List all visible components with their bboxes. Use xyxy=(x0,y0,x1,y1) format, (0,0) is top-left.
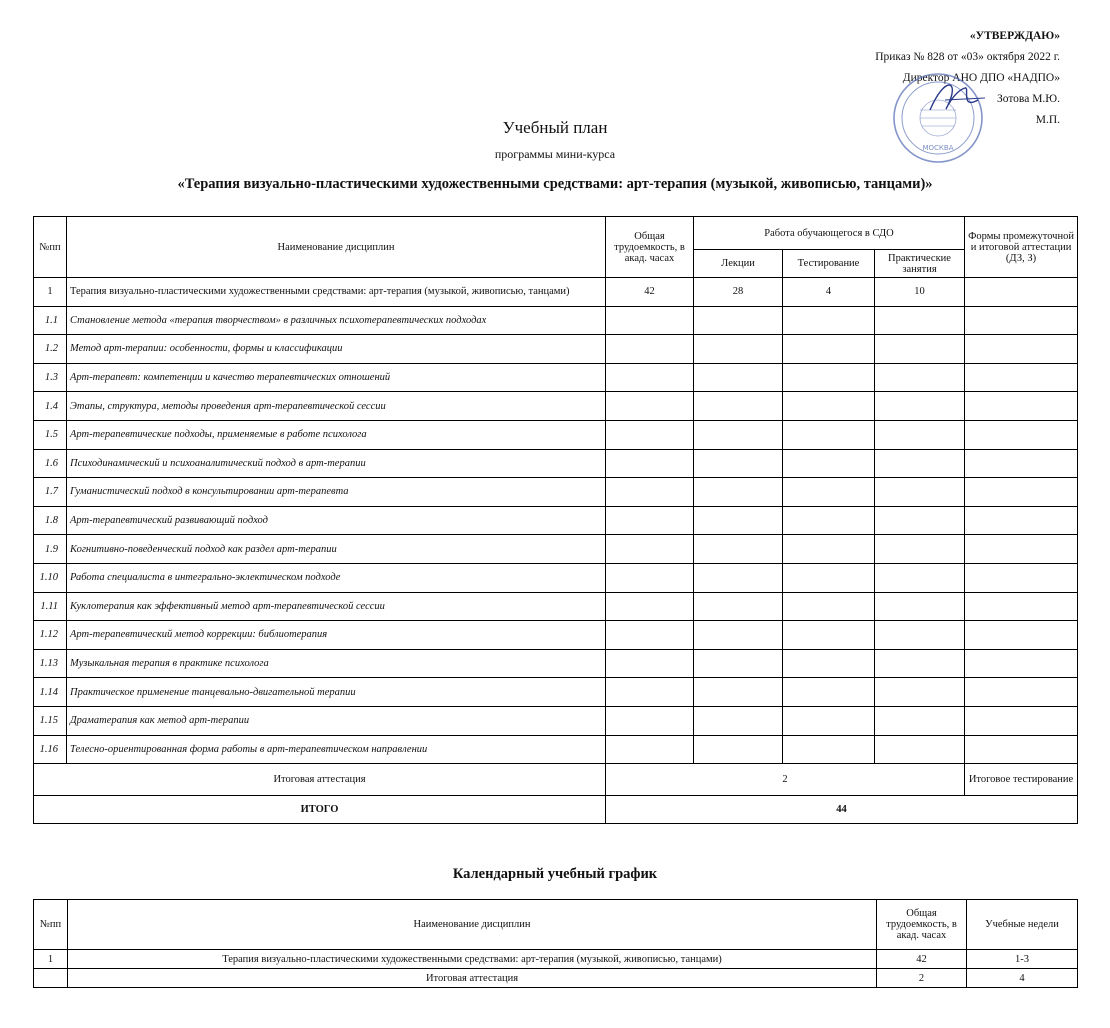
row-num: 1.13 xyxy=(34,649,67,678)
row-num: 1.2 xyxy=(34,335,67,364)
empty-cell xyxy=(965,335,1078,364)
row-num: 1.1 xyxy=(34,306,67,335)
empty-cell xyxy=(965,592,1078,621)
empty-cell xyxy=(965,449,1078,478)
empty-cell xyxy=(965,363,1078,392)
cal-header-num: №пп xyxy=(34,900,68,950)
empty-cell xyxy=(783,706,875,735)
empty-cell xyxy=(783,506,875,535)
row-total: 42 xyxy=(606,278,694,307)
table-row xyxy=(34,706,1078,735)
row-name: Становление метода «терапия творчеством» в различных психотерапевтических подходах xyxy=(67,306,606,335)
approval-name: Зотова М.Ю. xyxy=(996,93,1060,105)
header-lectures: Лекции xyxy=(694,250,783,278)
cal-row-hours: 2 xyxy=(877,969,967,988)
empty-cell xyxy=(606,621,694,650)
cal-row-name: Терапия визуально-пластическими художественными средствами: арт-терапия (музыкой, живописью, танцами) xyxy=(68,950,877,969)
row-num: 1.7 xyxy=(34,478,67,507)
empty-cell xyxy=(606,363,694,392)
empty-cell xyxy=(875,621,965,650)
total-hours: 44 xyxy=(606,796,1078,824)
row-name: Арт-терапевтический развивающий подход xyxy=(67,506,606,535)
row-num: 1.12 xyxy=(34,621,67,650)
empty-cell xyxy=(694,449,783,478)
row-num: 1.8 xyxy=(34,506,67,535)
final-hours: 2 xyxy=(606,764,965,796)
empty-cell xyxy=(875,535,965,564)
empty-cell xyxy=(694,563,783,592)
table-row xyxy=(34,950,1078,969)
row-num: 1.6 xyxy=(34,449,67,478)
calendar-title: Календарный учебный график xyxy=(452,866,658,882)
empty-cell xyxy=(606,478,694,507)
row-forms xyxy=(965,278,1078,307)
empty-cell xyxy=(783,392,875,421)
table-row xyxy=(34,278,1078,307)
empty-cell xyxy=(875,478,965,507)
table-row xyxy=(34,563,1078,592)
empty-cell xyxy=(875,649,965,678)
row-name: Терапия визуально-пластическими художественными средствами: арт-терапия (музыкой, живописью, танцами) xyxy=(67,278,606,307)
empty-cell xyxy=(965,420,1078,449)
empty-cell xyxy=(875,563,965,592)
table-row xyxy=(34,335,1078,364)
empty-cell xyxy=(694,649,783,678)
empty-cell xyxy=(965,649,1078,678)
empty-cell xyxy=(965,478,1078,507)
row-num: 1.10 xyxy=(34,563,67,592)
empty-cell xyxy=(783,563,875,592)
empty-cell xyxy=(875,592,965,621)
final-label: Итоговая аттестация xyxy=(34,764,606,796)
table-row xyxy=(34,506,1078,535)
table-row xyxy=(34,449,1078,478)
row-name: Когнитивно-поведенческий подход как раздел арт-терапии xyxy=(67,535,606,564)
cal-row-weeks: 1-3 xyxy=(967,950,1078,969)
row-num: 1.14 xyxy=(34,678,67,707)
empty-cell xyxy=(606,420,694,449)
empty-cell xyxy=(875,420,965,449)
total-row xyxy=(34,796,1078,824)
row-num: 1.5 xyxy=(34,420,67,449)
row-name: Арт-терапевт: компетенции и качество терапевтических отношений xyxy=(67,363,606,392)
table-row xyxy=(34,535,1078,564)
empty-cell xyxy=(606,535,694,564)
empty-cell xyxy=(783,449,875,478)
empty-cell xyxy=(783,678,875,707)
empty-cell xyxy=(606,392,694,421)
empty-cell xyxy=(965,678,1078,707)
svg-text:МОСКВА: МОСКВА xyxy=(922,144,954,152)
empty-cell xyxy=(875,363,965,392)
table-row xyxy=(34,621,1078,650)
row-name: Телесно-ориентированная форма работы в арт-терапевтическом направлении xyxy=(67,735,606,764)
empty-cell xyxy=(694,678,783,707)
empty-cell xyxy=(965,392,1078,421)
empty-cell xyxy=(694,506,783,535)
calendar-table xyxy=(33,899,1078,988)
final-form: Итоговое тестирование xyxy=(965,764,1078,796)
row-name: Практическое применение танцевально-двигательной терапии xyxy=(67,678,606,707)
row-num: 1.9 xyxy=(34,535,67,564)
table-row xyxy=(34,363,1078,392)
empty-cell xyxy=(694,363,783,392)
page-title: Учебный план xyxy=(502,118,608,137)
empty-cell xyxy=(694,706,783,735)
row-num: 1.16 xyxy=(34,735,67,764)
table-row xyxy=(34,735,1078,764)
header-testing: Тестирование xyxy=(783,250,875,278)
table-row xyxy=(34,969,1078,988)
cal-header-total: Общая трудоемкость, в акад. часах xyxy=(877,900,967,950)
table-row xyxy=(34,306,1078,335)
empty-cell xyxy=(606,506,694,535)
table-row xyxy=(34,478,1078,507)
empty-cell xyxy=(875,706,965,735)
row-name: Куклотерапия как эффективный метод арт-терапевтической сессии xyxy=(67,592,606,621)
empty-cell xyxy=(965,706,1078,735)
empty-cell xyxy=(965,306,1078,335)
approval-mp: М.П. xyxy=(1035,114,1060,126)
header-work: Работа обучающегося в СДО xyxy=(694,217,965,250)
empty-cell xyxy=(783,535,875,564)
empty-cell xyxy=(783,621,875,650)
header-practice: Практические занятия xyxy=(875,250,965,278)
empty-cell xyxy=(965,535,1078,564)
empty-cell xyxy=(606,306,694,335)
empty-cell xyxy=(606,563,694,592)
empty-cell xyxy=(875,306,965,335)
row-testing: 4 xyxy=(783,278,875,307)
sub-rows xyxy=(34,306,1078,764)
row-num: 1.15 xyxy=(34,706,67,735)
row-name: Работа специалиста в интегрально-эклектическом подходе xyxy=(67,563,606,592)
empty-cell xyxy=(694,621,783,650)
empty-cell xyxy=(694,335,783,364)
empty-cell xyxy=(606,335,694,364)
row-num: 1.4 xyxy=(34,392,67,421)
row-num: 1 xyxy=(34,278,67,307)
empty-cell xyxy=(694,420,783,449)
calendar-header-row xyxy=(34,900,1078,950)
empty-cell xyxy=(965,735,1078,764)
row-name: Музыкальная терапия в практике психолога xyxy=(67,649,606,678)
table-row xyxy=(34,392,1078,421)
empty-cell xyxy=(783,420,875,449)
cal-row-weeks: 4 xyxy=(967,969,1078,988)
cal-row-num: 1 xyxy=(34,950,68,969)
row-name: Гуманистический подход в консультировании арт-терапевта xyxy=(67,478,606,507)
header-num: №пп xyxy=(34,217,67,278)
empty-cell xyxy=(875,678,965,707)
row-lectures: 28 xyxy=(694,278,783,307)
empty-cell xyxy=(965,506,1078,535)
header-forms: Формы промежуточной и итоговой аттестации (ДЗ, З) xyxy=(965,217,1078,278)
empty-cell xyxy=(694,735,783,764)
table-header-row xyxy=(34,217,1078,250)
row-practice: 10 xyxy=(875,278,965,307)
cal-header-name: Наименование дисциплин xyxy=(68,900,877,950)
empty-cell xyxy=(694,535,783,564)
empty-cell xyxy=(783,478,875,507)
empty-cell xyxy=(783,335,875,364)
row-num: 1.3 xyxy=(34,363,67,392)
empty-cell xyxy=(694,306,783,335)
empty-cell xyxy=(606,678,694,707)
cal-row-hours: 42 xyxy=(877,950,967,969)
empty-cell xyxy=(606,449,694,478)
empty-cell xyxy=(694,592,783,621)
page-subtitle: программы мини-курса xyxy=(494,147,616,161)
empty-cell xyxy=(875,335,965,364)
empty-cell xyxy=(875,506,965,535)
empty-cell xyxy=(875,449,965,478)
empty-cell xyxy=(606,592,694,621)
total-label: ИТОГО xyxy=(34,796,606,824)
row-name: Арт-терапевтический метод коррекции: библиотерапия xyxy=(67,621,606,650)
empty-cell xyxy=(694,392,783,421)
cal-row-num xyxy=(34,969,68,988)
final-attestation-row xyxy=(34,764,1078,796)
empty-cell xyxy=(875,392,965,421)
approval-heading: «УТВЕРЖДАЮ» xyxy=(969,30,1060,42)
header-name: Наименование дисциплин xyxy=(67,217,606,278)
empty-cell xyxy=(783,306,875,335)
empty-cell xyxy=(783,592,875,621)
table-row xyxy=(34,649,1078,678)
row-name: Психодинамический и психоаналитический подход в арт-терапии xyxy=(67,449,606,478)
empty-cell xyxy=(606,649,694,678)
empty-cell xyxy=(694,478,783,507)
header-total: Общая трудоемкость, в акад. часах xyxy=(606,217,694,278)
empty-cell xyxy=(965,621,1078,650)
row-name: Драматерапия как метод арт-терапии xyxy=(67,706,606,735)
empty-cell xyxy=(783,363,875,392)
row-num: 1.11 xyxy=(34,592,67,621)
empty-cell xyxy=(875,735,965,764)
empty-cell xyxy=(783,735,875,764)
empty-cell xyxy=(606,735,694,764)
empty-cell xyxy=(783,649,875,678)
table-row xyxy=(34,592,1078,621)
table-row xyxy=(34,678,1078,707)
row-name: Этапы, структура, методы проведения арт-терапевтической сессии xyxy=(67,392,606,421)
table-row xyxy=(34,420,1078,449)
empty-cell xyxy=(606,706,694,735)
course-title: «Терапия визуально-пластическими художественными средствами: арт-терапия (музыкой, живописью, танцами)» xyxy=(177,176,933,192)
row-name: Арт-терапевтические подходы, применяемые в работе психолога xyxy=(67,420,606,449)
curriculum-table xyxy=(33,216,1078,824)
cal-row-name: Итоговая аттестация xyxy=(68,969,877,988)
approval-director: Директор АНО ДПО «НАДПО» xyxy=(902,72,1060,84)
empty-cell xyxy=(965,563,1078,592)
approval-order: Приказ № 828 от «03» октября 2022 г. xyxy=(875,51,1060,63)
cal-header-weeks: Учебные недели xyxy=(967,900,1078,950)
row-name: Метод арт-терапии: особенности, формы и классификации xyxy=(67,335,606,364)
